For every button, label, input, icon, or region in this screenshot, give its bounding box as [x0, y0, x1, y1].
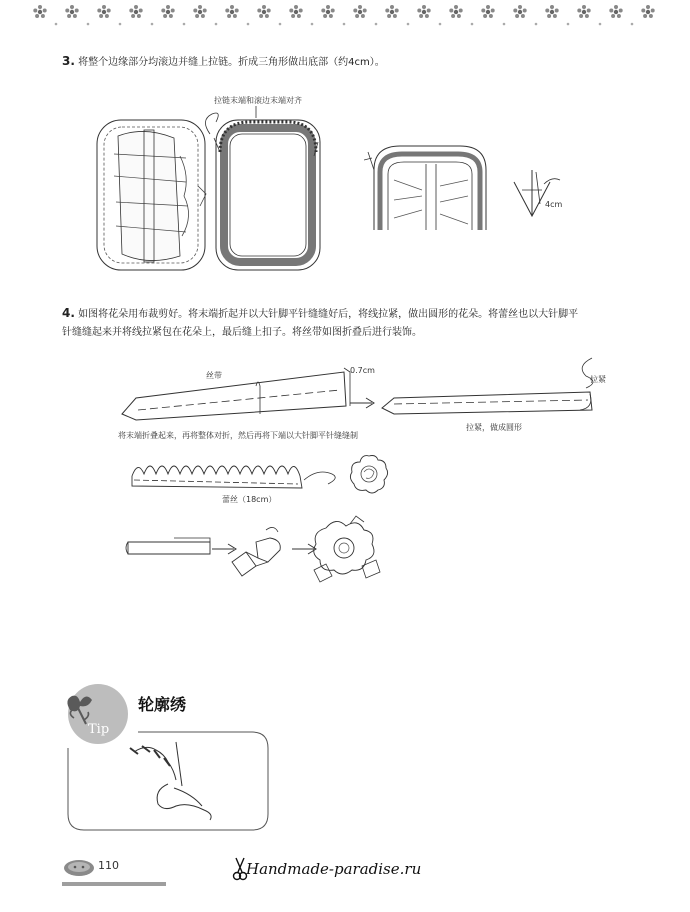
zipper-align-label: 拉链末端和滚边末端对齐 — [214, 96, 302, 105]
step3-number: 3. — [62, 54, 75, 68]
step-arrow-1 — [348, 396, 378, 410]
ribbon-strip-figure — [118, 362, 358, 426]
step4-line1: 如图将花朵用布裁剪好。将末端折起并以大针脚平针缝缝好后，将线拉紧，做出圆形的花朵。将蕾丝也以大针脚平 — [78, 309, 579, 320]
watermark-text: Handmade-paradise.ru — [246, 860, 422, 878]
folded-strip-figure — [376, 352, 608, 420]
footer-bar — [62, 882, 166, 886]
button-icon — [62, 858, 96, 878]
pouch-wrap-figure — [94, 116, 209, 276]
tip-box — [64, 728, 274, 834]
step4-instruction — [62, 304, 662, 342]
pull-round-label: 拉紧，做成圆形 — [466, 423, 522, 432]
flower-border-icon — [28, 2, 664, 30]
pouch-binding-figure — [210, 112, 326, 278]
pull-tight-label: 拉紧 — [590, 375, 606, 384]
ribbon-bow-figure — [226, 522, 296, 580]
fold-instruction-label: 将末端折叠起来，再将整体对折，然后再将下端以大针脚平针缝缝制 — [118, 431, 358, 440]
step3-text: 将整个边缘部分均滚边并缝上拉链。折成三角形做出底部（约4cm）。 — [78, 57, 385, 68]
ribbon-label: 丝带 — [206, 371, 222, 380]
triangle-fold-figure — [508, 164, 568, 224]
rosette-figure — [346, 452, 392, 496]
width-07cm-label: 0.7cm — [350, 366, 375, 375]
pouch-folded-figure — [364, 140, 494, 234]
size-4cm-label: 4cm — [545, 200, 563, 209]
page-number: 110 — [98, 859, 119, 872]
step4-number: 4. — [62, 306, 75, 320]
lace-length-label: 蕾丝（18cm） — [222, 495, 277, 504]
tip-badge-text: Tip — [88, 722, 110, 737]
tip-title: 轮廓绣 — [138, 695, 187, 714]
finished-flower-figure — [306, 514, 384, 586]
step4-line2: 针缝缝起来并将线拉紧包在花朵上，最后缝上扣子。将丝带如图折叠后进行装饰。 — [62, 327, 422, 338]
lace-strip-figure — [128, 450, 348, 496]
step3-instruction — [62, 52, 385, 72]
ribbon-loop-figure — [124, 532, 216, 562]
